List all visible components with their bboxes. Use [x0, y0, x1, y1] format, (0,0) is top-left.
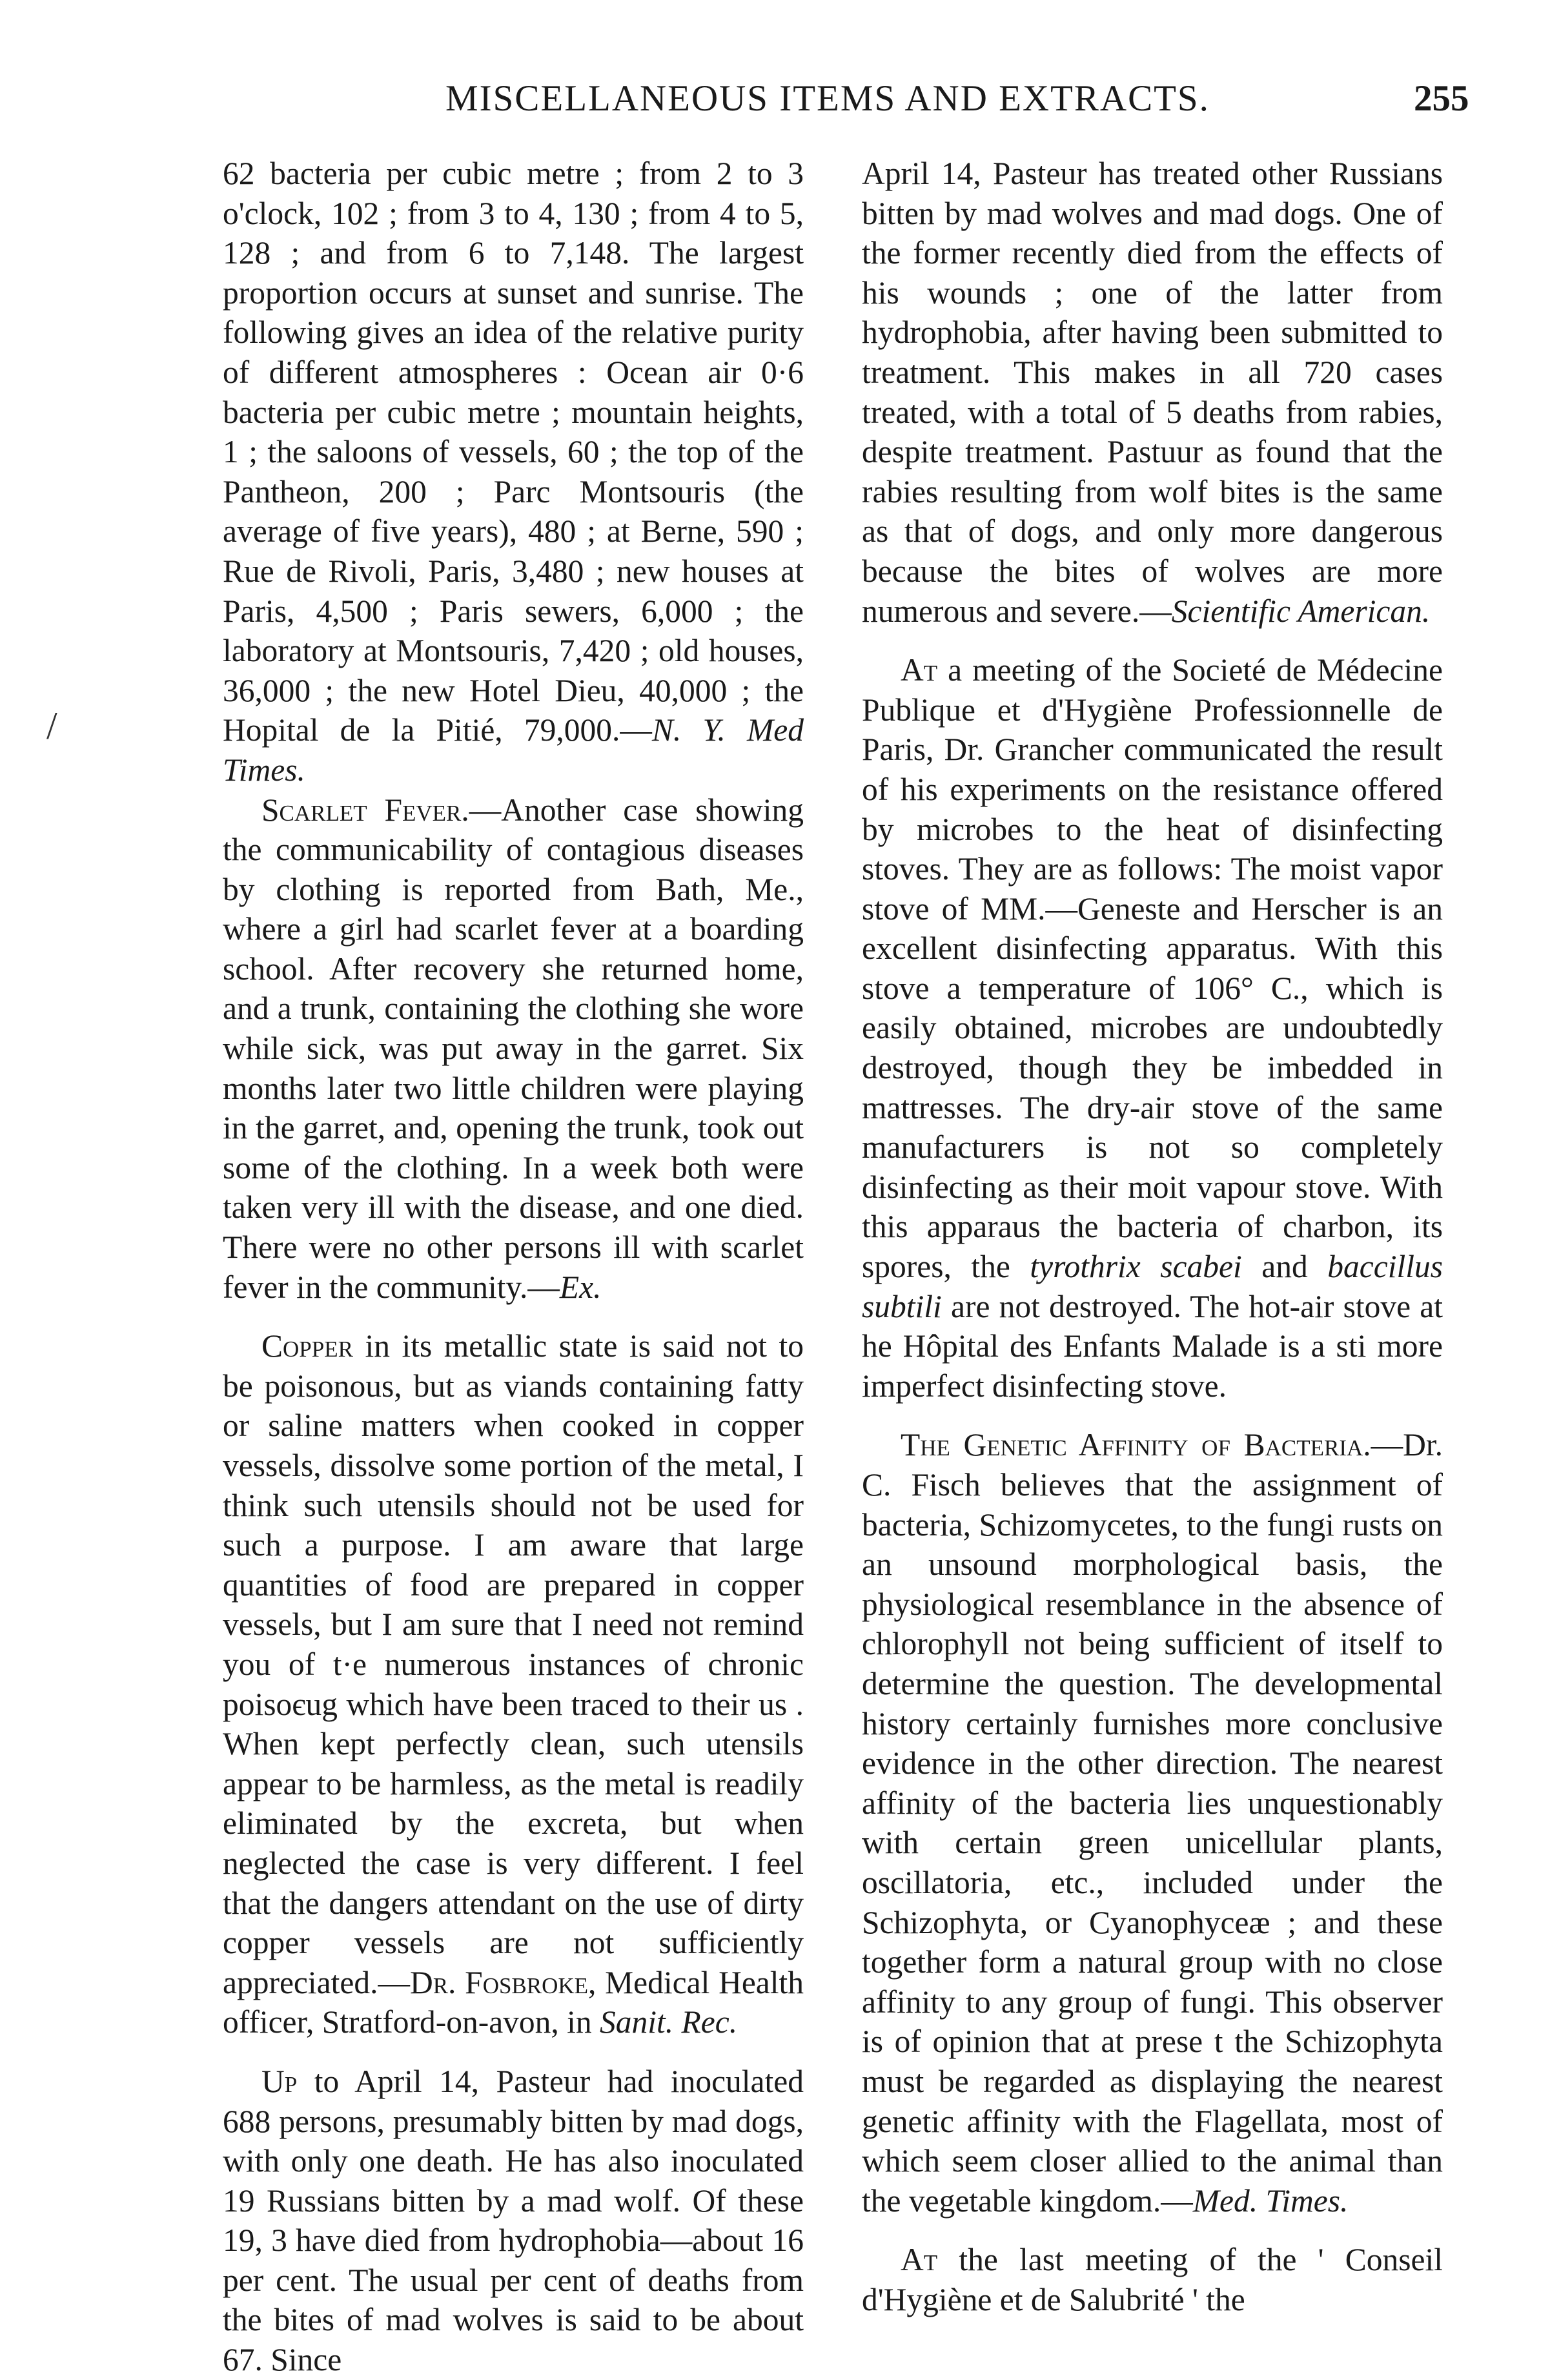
article-text: April 14, Pasteur has treated other Russians bitten by mad wolves and mad dogs. One of the former recently died from the effects of his wounds ; one of the latter from hydrophobia, after having been submitted to treatment. This makes in all 720 cases treated, with a total of 5 deaths from rabies, despite treatment. Pastuur as found that the rabies resulting from wolf bites is the same as that of dogs, and only more dangerous because the bites of wolves are more numerous and severe.—: [862, 156, 1443, 629]
article-genetic-affinity: [862, 1425, 1443, 2221]
article-lead: Copper: [261, 1328, 353, 1364]
article-lead: Up: [261, 2063, 298, 2099]
article-text-tail: Medical Health officer, Stratford-on-avon, in: [223, 1964, 804, 2040]
article-pasteur-continued: [862, 154, 1443, 631]
article-lead: Scarlet Fever.: [261, 792, 469, 828]
article-text: and: [1241, 1249, 1328, 1285]
article-text: 62 bacteria per cubic metre ; from 2 to 3 o'clock, 102 ; from 3 to 4, 130 ; from 4 to 5, 128 ; and from 6 to 7,148. The largest proportion occurs at sunset and sunrise. The following gives an idea of the relative purity of different atmospheres : Ocean air 0·6 bacteria per cubic metre ; mountain heights, 1 ; the saloons of vessels, 60 ; the top of the Pantheon, 200 ; Parc Montsouris (the average of five years), 480 ; at Berne, 590 ; Rue de Rivoli, Paris, 3,480 ; new houses at Paris, 4,500 ; Paris sewers, 6,000 ; the laboratory at Montsouris, 7,420 ; old houses, 36,000 ; the new Hotel Dieu, 40,000 ; the Hopital de la Pitié, 79,000.—: [223, 156, 804, 748]
right-column: [862, 154, 1443, 2319]
margin-pencil-mark: /: [46, 704, 57, 747]
species-name: tyrothrix scabei: [1030, 1249, 1242, 1285]
running-title: MISCELLANEOUS ITEMS AND EXTRACTS.: [445, 78, 1210, 119]
article-lead: The Genetic Affinity of Bacteria.: [901, 1427, 1371, 1463]
article-source: Med. Times.: [1192, 2182, 1349, 2219]
page-number: 255: [1414, 78, 1469, 119]
article-copper: [223, 1326, 804, 2042]
article-author: Dr. Fosbroke,: [409, 1964, 597, 2000]
article-bacteria-continued: [223, 154, 804, 790]
article-text: in its metallic state is said not to be poisonous, but as viands containing fatty or saline matters when cooked in copper vessels, dissolve some portion of the metal, I think such utensils should not be used for such a purpose. I am aware that large quantities of food are prepared in copper vessels, but I am sure that I need not remind you of t·e numerous instances of chronic poisoєug which have been traced to their us . When kept perfectly clean, such utensils appear to be harmless, as the metal is readily eliminated by the excreta, but when neglected the case is very different. I feel that the dangers attendant on the use of dirty copper vessels are not sufficiently appreciated.—: [223, 1328, 804, 2000]
article-lead: At: [901, 652, 938, 688]
left-column: [223, 154, 804, 2380]
article-source: N. Y. Med Times.: [223, 712, 804, 788]
species-name: baccillus subtili: [862, 1249, 1443, 1324]
article-scarlet-fever: [223, 790, 804, 1308]
article-conseil-hygiene: [862, 2240, 1443, 2319]
article-text-tail: are not destroyed. The hot-air stove at he Hôpital des Enfants Malade is a sti more imperfect disinfecting stove.: [862, 1288, 1443, 1404]
article-source: Ex.: [559, 1269, 602, 1305]
article-lead: At: [901, 2242, 938, 2278]
article-source: Scientific American.: [1171, 593, 1431, 629]
article-text: —Another case showing the communicability of contagious diseases by clothing is reported from Bath, Me., where a girl had scarlet fever at a boarding school. After recovery she returned home, and a trunk, containing the clothing she wore while sick, was put away in the garret. Six months later two little children were playing in the garret, and, opening the trunk, took out some of the clothing. In a week both were taken very ill with the disease, and one died. There were no other persons ill with scarlet fever in the community.—: [223, 792, 804, 1305]
article-text: a meeting of the Societé de Médecine Publique et d'Hygiène Professionnelle de Paris, Dr. Grancher communicated the result of his experiments on the resistance offered by microbes to the heat of disinfecting stoves. They are as follows: The moist vapor stove of MM.—Geneste and Herscher is an excellent disinfecting apparatus. With this stove a temperature of 106° C., which is easily obtained, microbes are undoubtedly destroyed, though they be imbedded in mattresses. The dry-air stove of the same manufacturers is not so completely disinfecting as their moit vapour stove. With this apparaus the bacteria of charbon, its spores, the: [862, 652, 1443, 1285]
article-disinfecting-stoves: [862, 650, 1443, 1406]
page-header: [0, 77, 1550, 142]
article-text: —Dr. C. Fisch believes that the assignment of bacteria, Schizomycetes, to the fungi rusts on an unsound morphological basis, the physiological resemblance in the absence of chlorophyll not being sufficient of itself to determine the question. The developmental history certainly furnishes more conclusive evidence in the other direction. The nearest affinity of the bacteria lies unquestionably with certain green unicellular plants, oscillatoria, etc., included under the Schizophyta, or Cyanophyceæ ; and these together form a natural group with no close affinity to any group of fungi. This observer is of opinion that at prese t the Schizophyta must be regarded as displaying the nearest genetic affinity with the Flagellata, most of which seem closer allied to the animal than the vegetable kingdom.—: [862, 1427, 1443, 2219]
article-pasteur-inoculations: [223, 2062, 804, 2380]
article-source: Sanit. Rec.: [600, 2004, 738, 2040]
article-text: the last meeting of the ' Conseil d'Hygiène et de Salubrité ' the: [862, 2242, 1443, 2317]
article-text: to April 14, Pasteur had inoculated 688 persons, presumably bitten by mad dogs, with only one death. He has also inoculated 19 Russians bitten by a mad wolf. Of these 19, 3 have died from hydrophobia—about 16 per cent. The usual per cent of deaths from the bites of mad wolves is said to be about 67. Since: [223, 2063, 804, 2378]
